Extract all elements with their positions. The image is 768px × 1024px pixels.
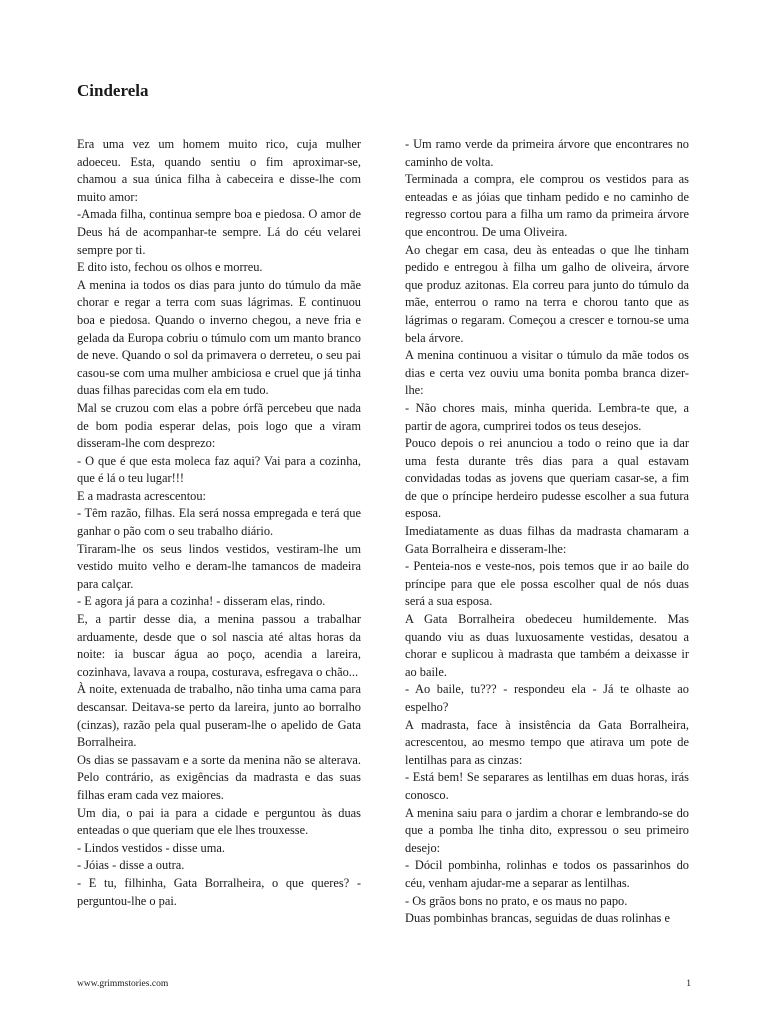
paragraph: - O que é que esta moleca faz aqui? Vai para a cozinha, que é lá o teu lugar!!!	[77, 453, 361, 486]
paragraph: Mal se cruzou com elas a pobre órfã percebeu que nada de bom podia esperar delas, pois logo que a viram disseram-lhe com desprezo:	[77, 400, 361, 451]
paragraph: Duas pombinhas brancas, seguidas de duas rolinhas e	[405, 911, 670, 926]
right-column	[405, 136, 689, 928]
paragraph: - Um ramo verde da primeira árvore que encontrares no caminho de volta.	[405, 137, 689, 169]
paragraph: Os dias se passavam e a sorte da menina não se alterava. Pelo contrário, as exigências da madrasta e das suas filhas eram cada vez maiores.	[77, 752, 361, 802]
paragraph: A menina ia todos os dias para junto do túmulo da mãe chorar e regar a terra com suas lágrimas. E continuou boa e piedosa. Quando o inverno chegou, a neve fria e gelada da Europa cobriu o túmulo com um manto branco de neve. Quando o sol da primavera o derreteu, o seu pai casou-se com uma mulher ambiciosa e cruel que já tinha duas filhas parecidas com ela em tudo.	[77, 277, 361, 398]
paragraph: E dito isto, fechou os olhos e morreu.	[77, 260, 263, 275]
page-number: 1	[686, 979, 691, 989]
paragraph: - Têm razão, filhas. Ela será nossa empregada e terá que ganhar o pão com o seu trabalho diário.	[77, 506, 361, 539]
paragraph: - Não chores mais, minha querida. Lembra-te que, a partir de agora, cumprirei todos os teus desejos.	[405, 400, 689, 433]
paragraph: A menina saiu para o jardim a chorar e lembrando-se do que a pomba lhe tinha dito, expressou o seu primeiro desejo:	[405, 805, 689, 855]
paragraph: Tiraram-lhe os seus lindos vestidos, vestiram-lhe um vestido muito velho e deram-lhe tamancos de madeira para calçar.	[77, 541, 361, 591]
paragraph: A madrasta, face à insistência da Gata Borralheira, acrescentou, ao mesmo tempo que atirava um pote de lentilhas para as cinzas:	[405, 717, 689, 767]
paragraph: Um dia, o pai ia para a cidade e perguntou às duas enteadas o que queriam que ele lhes trouxesse.	[77, 805, 361, 838]
paragraph: - Os grãos bons no prato, e os maus no papo.	[405, 893, 628, 908]
paragraph: À noite, extenuada de trabalho, não tinha uma cama para descansar. Deitava-se perto da lareira, junto ao borralho (cinzas), razão pela qual puseram-lhe o apelido de Gata Borralheira.	[77, 682, 361, 750]
paragraph: - Ao baile, tu??? - respondeu ela - Já te olhaste ao espelho?	[405, 682, 689, 714]
paragraph: Ao chegar em casa, deu às enteadas o que lhe tinham pedido e entregou à filha um galho de oliveira, árvore que produz azitonas. Ela correu para junto do túmulo da mãe, enterrou o ramo na terra e chorou tanto que as lágrimas o regaram. Começou a crescer e tornou-se uma bela árvore.	[405, 242, 689, 345]
paragraph: Pouco depois o rei anunciou a todo o reino que ia dar uma festa durante três dias para a qual estavam convidadas todas as jovens que queriam casar-se, a fim de que o príncipe herdeiro pudesse escolher a sua futura esposa.	[405, 436, 689, 521]
paragraph: E, a partir desse dia, a menina passou a trabalhar arduamente, desde que o sol nascia até altas horas da noite: ia buscar água ao poço, acendia a lareira, cozinhava, lavava a roupa, costurava, esfregava o chão...	[77, 612, 361, 679]
paragraph: -Amada filha, continua sempre boa e piedosa. O amor de Deus há de acompanhar-te sempre. Lá do céu velarei sempre por ti.	[77, 207, 361, 257]
page-title: Cinderela	[77, 81, 149, 100]
paragraph: A menina continuou a visitar o túmulo da mãe todos os dias e certa vez ouviu uma bonita pomba branca dizer-lhe:	[405, 348, 689, 398]
paragraph: A Gata Borralheira obedeceu humildemente. Mas quando viu as duas luxuosamente vestidas, desatou a chorar e suplicou à madrasta que também a deixasse ir ao baile.	[405, 612, 689, 679]
paragraph: E a madrasta acrescentou:	[77, 488, 207, 503]
paragraph: - Dócil pombinha, rolinhas e todos os passarinhos do céu, venham ajudar-me a separar as lentilhas.	[405, 858, 689, 890]
left-column	[77, 136, 361, 910]
paragraph: - E agora já para a cozinha! - disseram elas, rindo.	[77, 594, 326, 609]
paragraph: - Lindos vestidos - disse uma.	[77, 840, 225, 855]
paragraph: - E tu, filhinha, Gata Borralheira, o que queres? - perguntou-lhe o pai.	[77, 875, 361, 908]
paragraph: - Jóias - disse a outra.	[77, 858, 185, 873]
paragraph: - Penteia-nos e veste-nos, pois temos que ir ao baile do príncipe para que ele possa escolher qual de nós duas será a sua esposa.	[405, 559, 689, 609]
footer-site: www.grimmstories.com	[77, 979, 169, 989]
paragraph: Imediatamente as duas filhas da madrasta chamaram a Gata Borralheira e disseram-lhe:	[405, 524, 689, 556]
paragraph: - Está bem! Se separares as lentilhas em duas horas, irás conosco.	[405, 770, 689, 802]
paragraph: Era uma vez um homem muito rico, cuja mulher adoeceu. Esta, quando sentiu o fim aproximar-se, chamou a sua única filha à cabeceira e disse-lhe com muito amor:	[77, 137, 361, 204]
paragraph: Terminada a compra, ele comprou os vestidos para as enteadas e as jóias que tinham pedido e no caminho de regresso cortou para a filha um ramo da primeira árvore que encontrou. De uma Oliveira.	[405, 172, 689, 239]
